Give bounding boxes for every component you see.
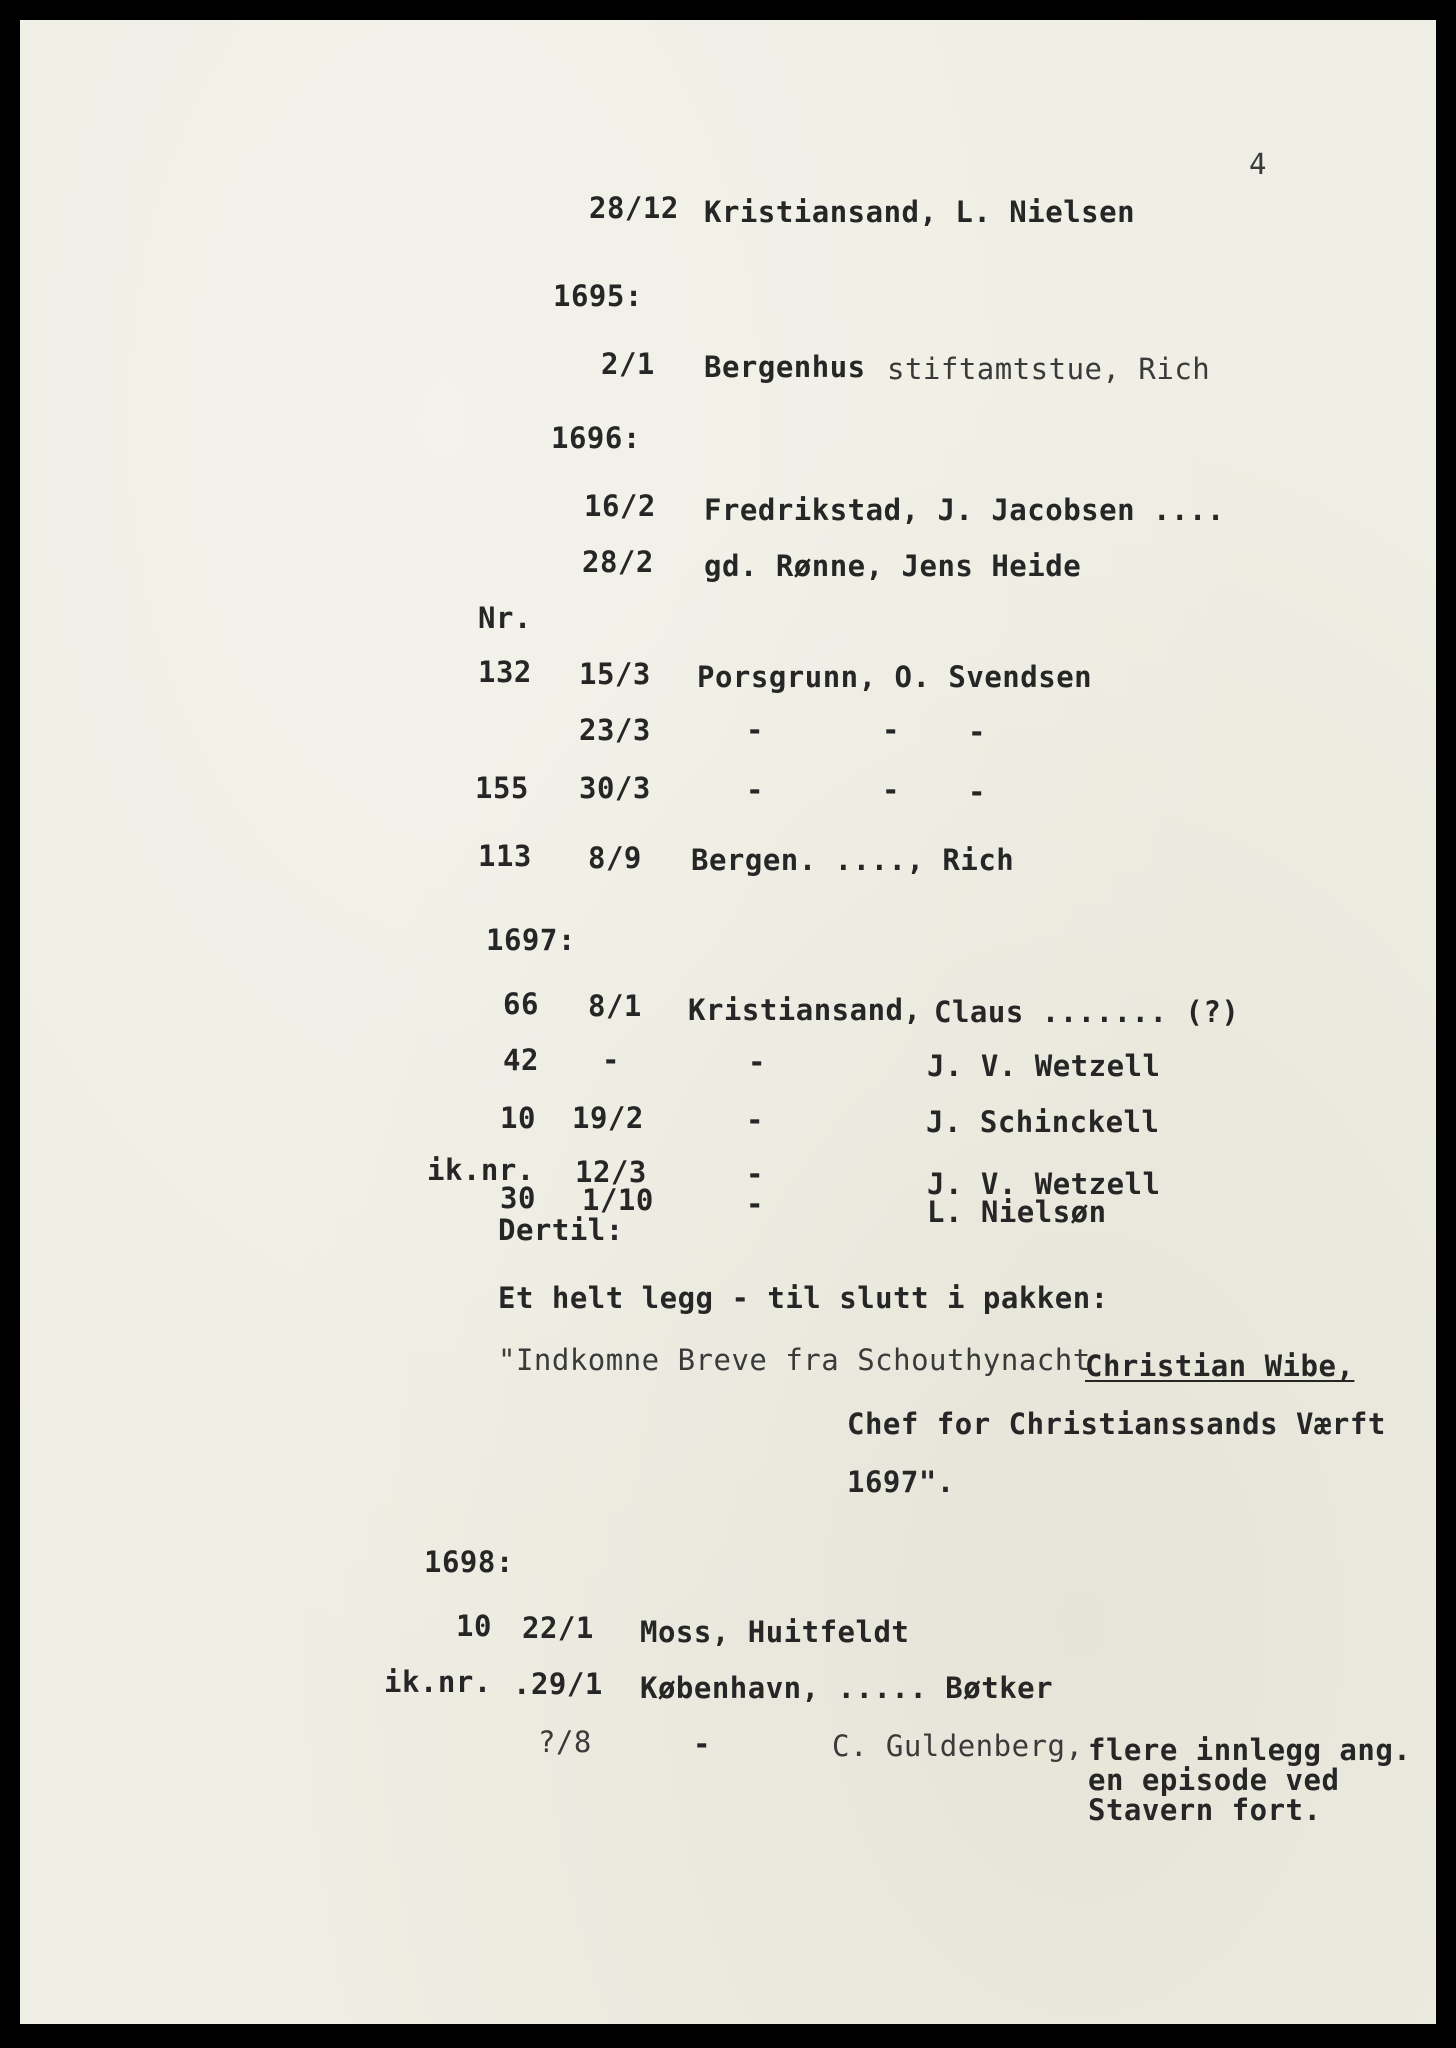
entry-nr: 30 [500,1181,536,1215]
entry-date: 23/3 [579,713,651,747]
entry-date: ?/8 [538,1725,592,1759]
entry-nr: ik.nr. [427,1153,535,1187]
entry-nr: ik.nr. [384,1665,492,1699]
quote-line: Chef for Christianssands Værft [847,1407,1386,1441]
entry-date: 28/12 [589,191,679,225]
entry-nr: 113 [478,839,532,873]
entry-date: 16/2 [584,489,656,523]
entry-text: Bergenhus [704,350,866,384]
entry-date: 1/10 [582,1183,654,1217]
quote-underlined-name: Christian Wibe, [1085,1349,1355,1383]
entry-date: 28/2 [582,545,654,579]
entry-date: .29/1 [513,1667,603,1701]
year-heading-1696: 1696: [551,421,641,455]
nr-column-label: Nr. [478,601,532,635]
entry-date: 8/9 [588,841,642,875]
entry-text: Moss, Huitfeldt [640,1615,910,1649]
entry-nr: 155 [475,771,529,805]
entry-text: stiftamtstue, Rich [887,352,1211,386]
entry-name: J. V. Wetzell [927,1167,1161,1201]
entry-nr: 66 [503,987,539,1021]
legg-note: Et helt legg - til slutt i pakken: [498,1281,1109,1315]
entry-text: Bergen. ...., Rich [691,843,1015,877]
year-heading-1695: 1695: [553,279,643,313]
ditto-mark: - [968,715,986,749]
page-number: 4 [1249,147,1267,181]
entry-text: København, ..... Bøtker [640,1671,1054,1705]
entry-note-line: en episode ved [1088,1763,1340,1797]
ditto-mark: - [746,1187,764,1221]
entry-nr: 42 [503,1043,539,1077]
entry-text: gd. Rønne, Jens Heide [704,549,1082,583]
ditto-mark: - [968,775,986,809]
ditto-mark: - [602,1043,620,1077]
entry-name: J. V. Wetzell [927,1049,1161,1083]
year-heading-1697: 1697: [486,923,576,957]
ditto-mark: - [746,713,764,747]
entry-note-line: flere innlegg ang. [1088,1733,1412,1767]
document-page [20,20,1436,2024]
entry-text: Fredrikstad, J. Jacobsen .... [704,493,1225,527]
entry-date: 12/3 [575,1155,647,1189]
entry-date: 30/3 [579,771,651,805]
entry-nr: 10 [500,1101,536,1135]
entry-name: Claus ....... (?) [934,995,1240,1029]
entry-date: 2/1 [601,347,655,381]
entry-name: J. Schinckell [926,1105,1160,1139]
entry-nr: 132 [478,655,532,689]
ditto-mark: - [882,773,900,807]
entry-place: Kristiansand, [688,993,922,1027]
entry-note-line: Stavern fort. [1088,1793,1322,1827]
ditto-mark: - [746,1157,764,1191]
ditto-mark: - [746,1103,764,1137]
dertil-label: Dertil: [498,1213,624,1247]
ditto-mark: - [882,713,900,747]
ditto-mark: - [746,773,764,807]
entry-date: 22/1 [522,1611,594,1645]
entry-text: Porsgrunn, O. Svendsen [697,660,1093,694]
entry-name: L. Nielsøn [927,1195,1107,1229]
ditto-mark: - [693,1727,711,1761]
entry-nr: 10 [456,1609,492,1643]
entry-date: 8/1 [588,989,642,1023]
entry-date: 19/2 [572,1101,644,1135]
quote-line: 1697". [847,1465,955,1499]
entry-name: C. Guldenberg, [832,1729,1084,1763]
ditto-mark: - [748,1045,766,1079]
entry-date: 15/3 [579,657,651,691]
entry-text: Kristiansand, L. Nielsen [704,195,1136,229]
year-heading-1698: 1698: [424,1545,514,1579]
quote-line: "Indkomne Breve fra Schouthynacht [498,1343,1091,1377]
